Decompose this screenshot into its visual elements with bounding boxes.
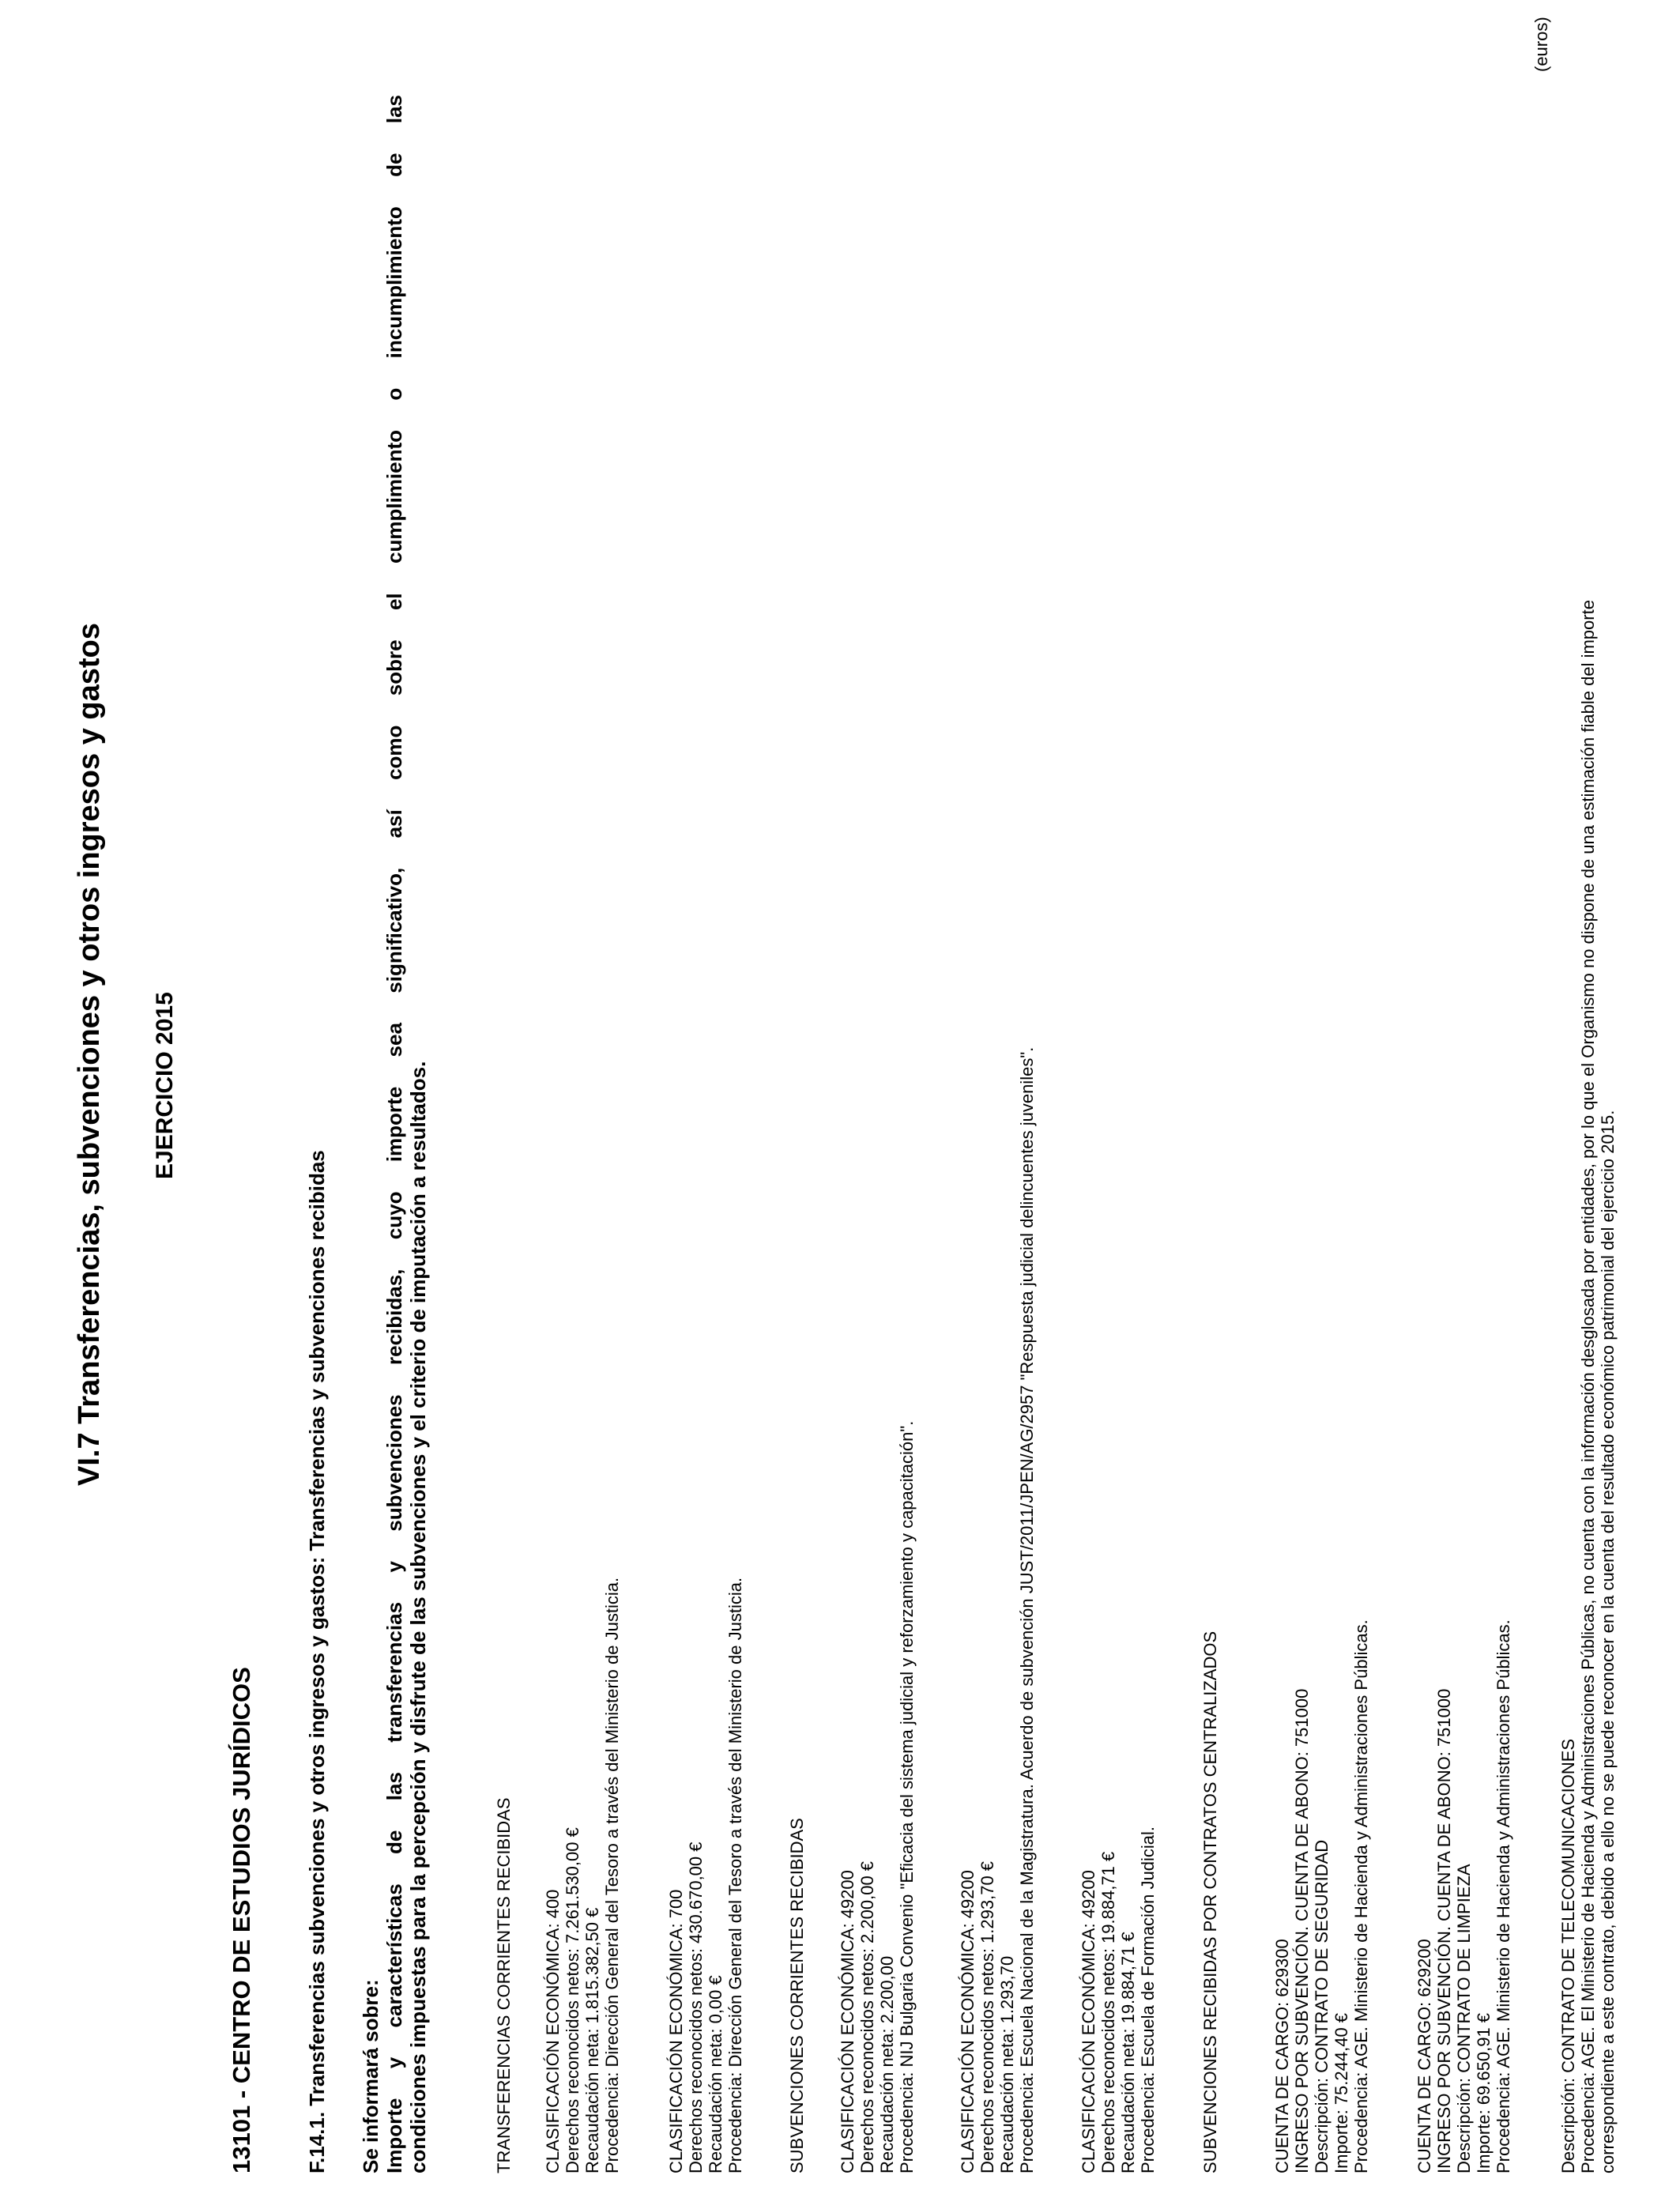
subvenciones-heading: SUBVENCIONES CORRIENTES RECIBIDAS — [787, 1818, 807, 2173]
clasificacion-economica: CLASIFICACIÓN ECONÓMICA: 700 — [666, 1889, 686, 2173]
recaudacion-neta: Recaudación neta: 1.293,70 — [997, 1955, 1017, 2173]
subvencion-item-2 — [958, 1047, 1037, 2173]
procedencia: Procedencia: AGE. Ministerio de Hacienda y Administraciones Públicas. — [1494, 1619, 1513, 2173]
page-title: VI.7 Transferencias, subvenciones y otros ingresos y gastos — [73, 623, 106, 1486]
recaudacion-neta: Recaudación neta: 2.200,00 — [877, 1955, 897, 2173]
section-title: F.14.1. Transferencias subvenciones y otros ingresos y gastos: Transferencias y subvenciones recibidas — [305, 1150, 329, 2173]
derechos-reconocidos: Derechos reconocidos netos: 7.261.530,00 € — [563, 1827, 582, 2173]
contrato-item-seguridad — [1272, 1619, 1371, 2173]
telecom-note — [1558, 600, 1618, 2173]
subvenciones-heading-block — [787, 1818, 807, 2173]
cuenta-de-cargo: CUENTA DE CARGO: 629200 — [1414, 1939, 1434, 2173]
subvencion-item-1 — [838, 1421, 917, 2173]
importe: Importe: 69.650,91 € — [1474, 2012, 1494, 2173]
cuenta-de-cargo: CUENTA DE CARGO: 629300 — [1272, 1939, 1292, 2173]
procedencia: Procedencia: AGE. El Ministerio de Hacienda y Administraciones Públicas, no cuenta con la información desglosada por entidades, por lo que el Organismo no dispone de una estimación fiable del importe — [1578, 600, 1598, 2173]
inform-line-2: condiciones impuestas para la percepción y disfrute de las subvenciones y el criterio de imputación a resultados. — [406, 1061, 430, 2173]
contratos-heading: SUBVENCIONES RECIBIDAS POR CONTRATOS CENTRALIZADOS — [1200, 1630, 1220, 2173]
ingreso-por-subvencion: INGRESO POR SUBVENCIÓN. CUENTA DE ABONO: 751000 — [1434, 1688, 1454, 2173]
procedencia: Procedencia: AGE. Ministerio de Hacienda y Administraciones Públicas. — [1351, 1619, 1371, 2173]
clasificacion-economica: CLASIFICACIÓN ECONÓMICA: 49200 — [838, 1870, 857, 2173]
procedencia: Procedencia: Dirección General del Tesoro a través del Ministerio de Justicia. — [602, 1577, 622, 2173]
procedencia-continuation: correspondiente a este contrato, debido a ello no se puede reconocer en la cuenta del resultado económico patrimonial del ejercicio 2015. — [1598, 1110, 1618, 2173]
recaudacion-neta: Recaudación neta: 1.815.382,50 € — [582, 1907, 602, 2173]
subvencion-item-3 — [1079, 1826, 1158, 2173]
ingreso-por-subvencion: INGRESO POR SUBVENCIÓN. CUENTA DE ABONO: 751000 — [1292, 1688, 1312, 2173]
clasificacion-economica: CLASIFICACIÓN ECONÓMICA: 49200 — [958, 1870, 977, 2173]
descripcion: Descripción: CONTRATO DE SEGURIDAD — [1312, 1839, 1332, 2173]
derechos-reconocidos: Derechos reconocidos netos: 19.884,71 € — [1098, 1851, 1118, 2173]
contratos-heading-block — [1200, 1631, 1220, 2173]
inform-block — [359, 95, 430, 2173]
transferencia-item-400 — [543, 1578, 622, 2173]
inform-heading: Se informará sobre: — [359, 1979, 382, 2173]
transferencias-heading: TRANSFERENCIAS CORRIENTES RECIBIDAS — [494, 1797, 514, 2173]
derechos-reconocidos: Derechos reconocidos netos: 430.670,00 € — [686, 1842, 706, 2173]
inform-line-1: Importe y características de las transferencias y subvenciones recibidas, cuyo importe sea significativo, así como sobre el cumplimiento o incumplimiento de las — [382, 95, 406, 2173]
recaudacion-neta: Recaudación neta: 0,00 € — [706, 1975, 725, 2173]
transferencia-item-700 — [666, 1578, 745, 2173]
descripcion: Descripción: CONTRATO DE LIMPIEZA — [1454, 1864, 1474, 2173]
units-label: (euros) — [1531, 17, 1551, 72]
descripcion: Descripción: CONTRATO DE TELECOMUNICACIONES — [1558, 1738, 1578, 2173]
transferencias-heading-block — [494, 1797, 514, 2173]
clasificacion-economica: CLASIFICACIÓN ECONÓMICA: 49200 — [1079, 1870, 1098, 2173]
exercise-year: EJERCICIO 2015 — [152, 992, 178, 1179]
derechos-reconocidos: Derechos reconocidos netos: 1.293,70 € — [977, 1860, 997, 2173]
derechos-reconocidos: Derechos reconocidos netos: 2.200,00 € — [857, 1860, 877, 2173]
importe: Importe: 75.244,40 € — [1332, 2012, 1351, 2173]
procedencia: Procedencia: Escuela Nacional de la Magistratura. Acuerdo de subvención JUST/2011/JPEN/AG/2957 "Respuesta judicial delincuentes juveniles". — [1017, 1046, 1037, 2173]
contrato-item-limpieza — [1414, 1619, 1513, 2173]
procedencia: Procedencia: NIJ Bulgaria Convenio "Eficacia del sistema judicial y reforzamiento y capacitación". — [897, 1420, 917, 2173]
organization-name: 13101 - CENTRO DE ESTUDIOS JURÍDICOS — [228, 1667, 255, 2173]
clasificacion-economica: CLASIFICACIÓN ECONÓMICA: 400 — [543, 1889, 563, 2173]
recaudacion-neta: Recaudación neta: 19.884,71 € — [1118, 1932, 1138, 2173]
procedencia: Procedencia: Dirección General del Tesoro a través del Ministerio de Justicia. — [725, 1577, 745, 2173]
procedencia: Procedencia: Escuela de Formación Judicial. — [1138, 1826, 1158, 2173]
